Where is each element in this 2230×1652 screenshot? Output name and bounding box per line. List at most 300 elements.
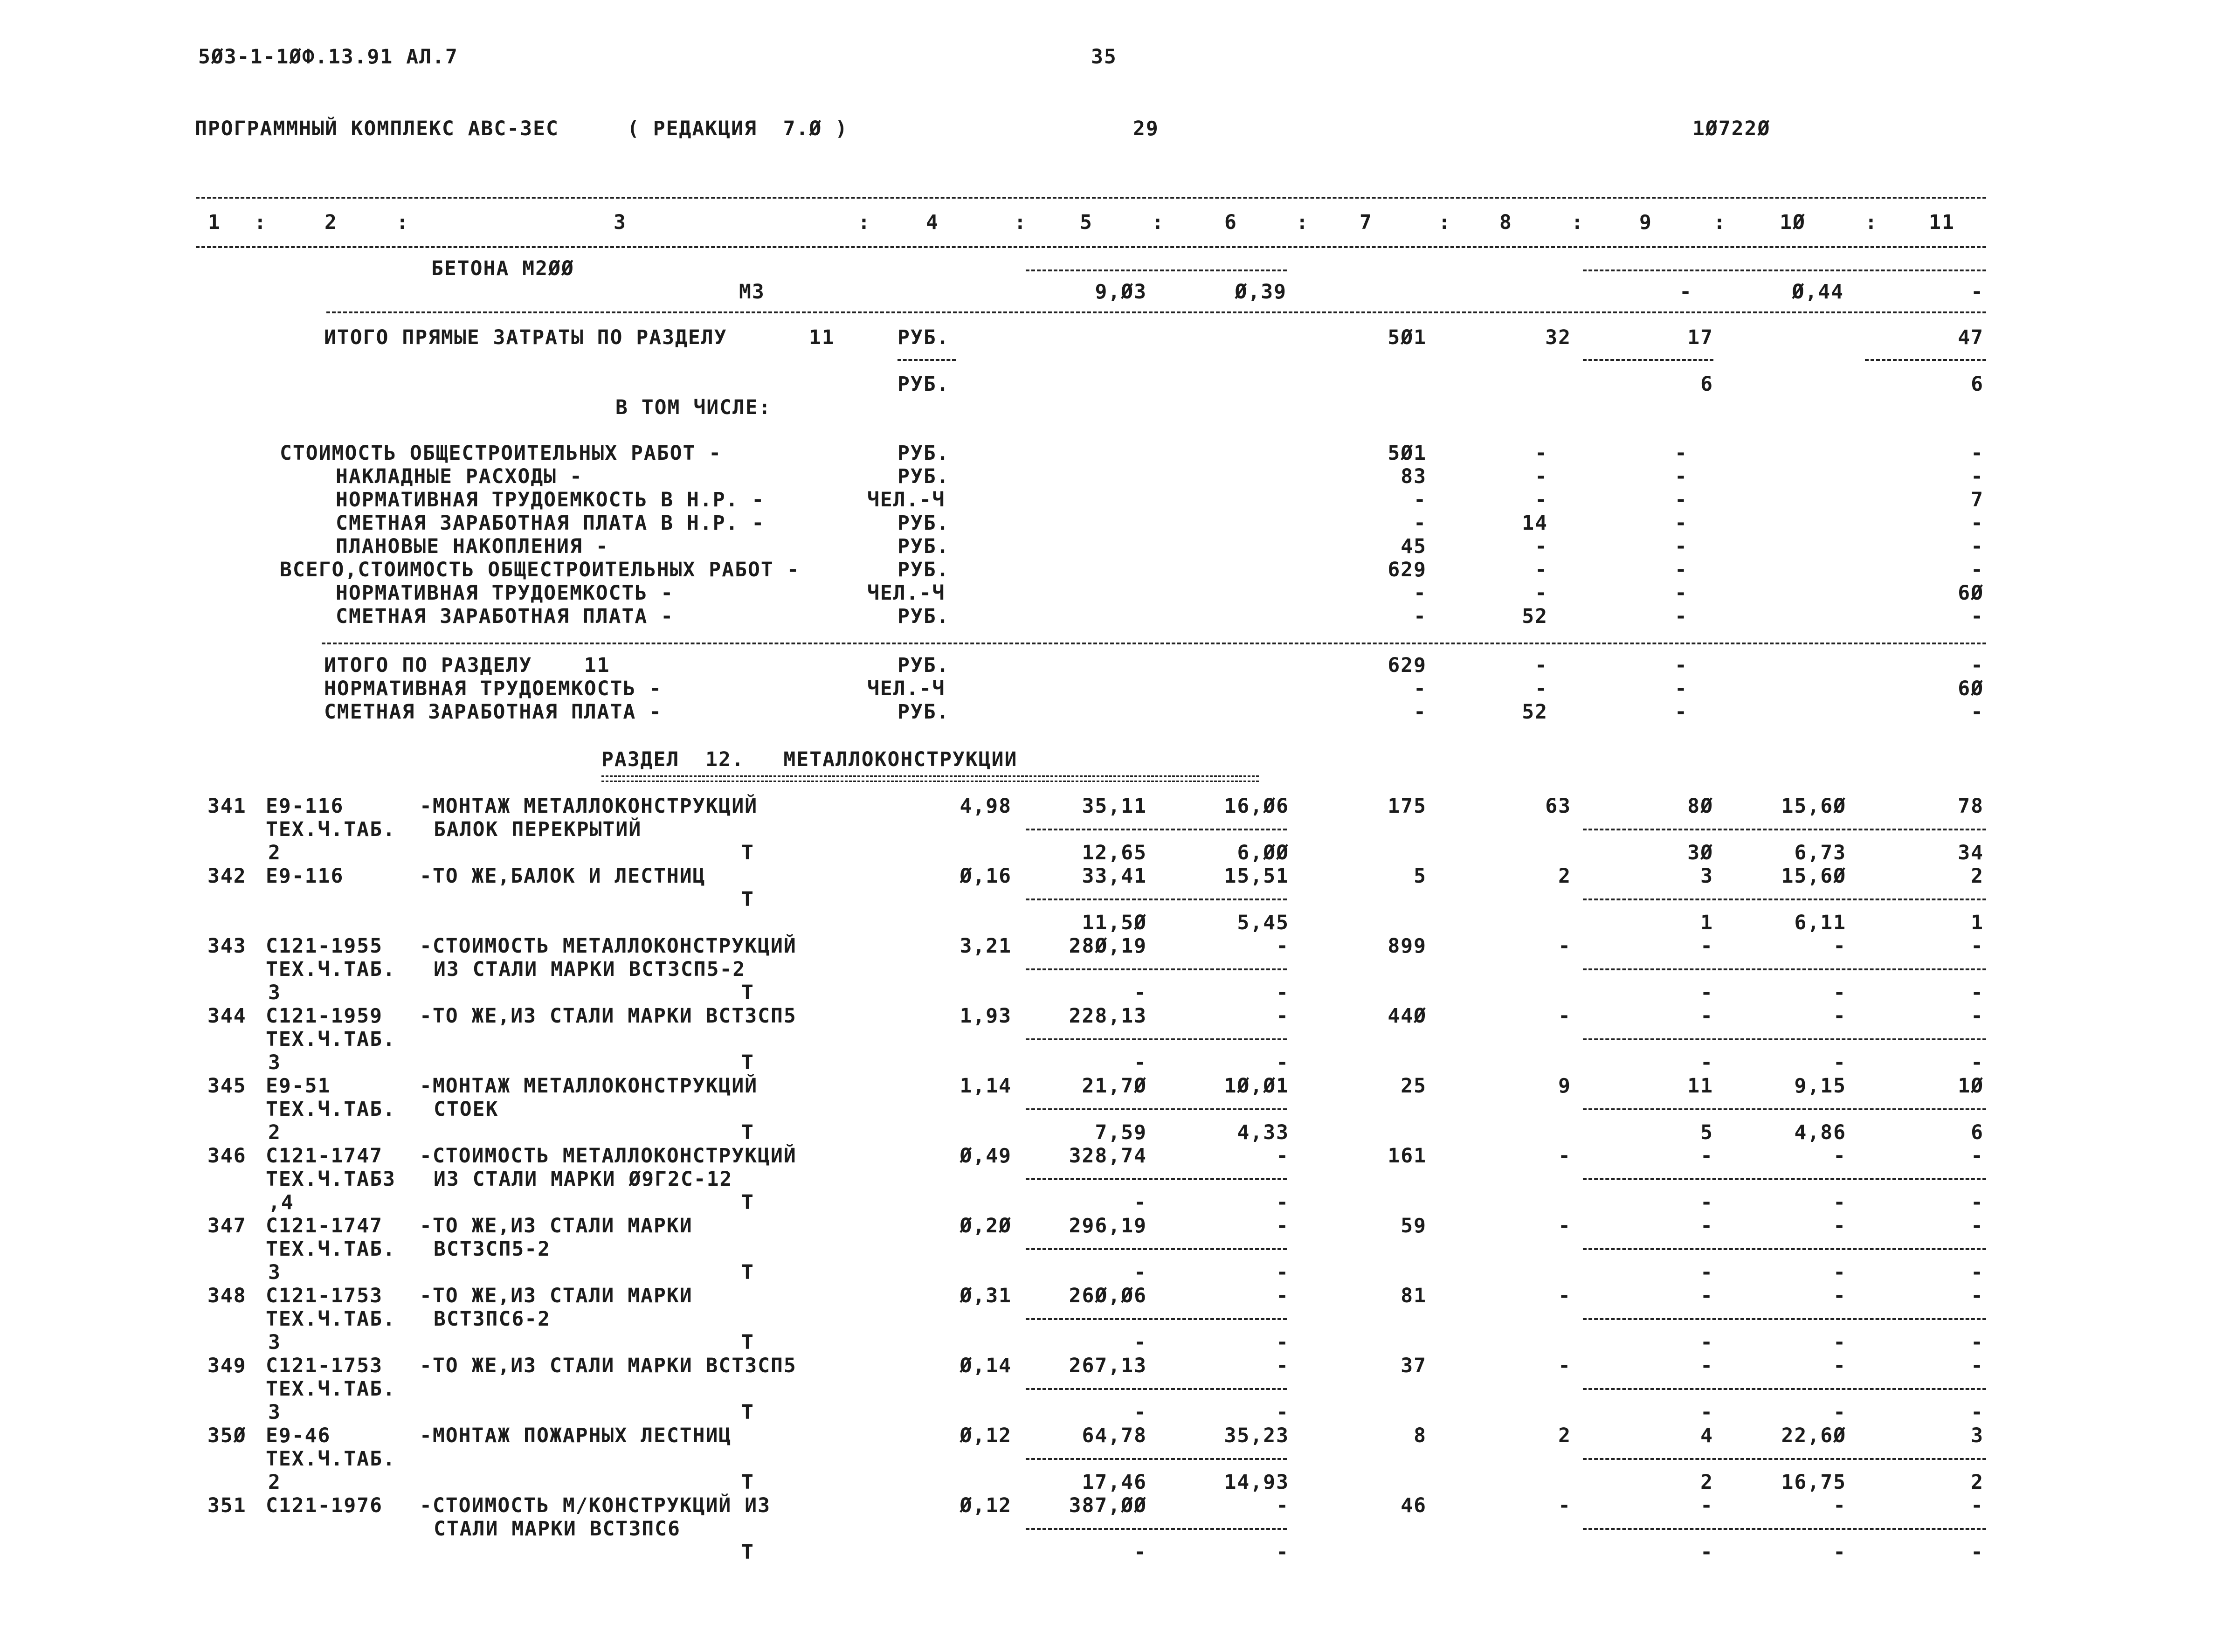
summary-v9: - <box>1675 581 1688 605</box>
concrete-unit: М3 <box>739 280 765 304</box>
item-total-wage: - <box>1558 1494 1571 1517</box>
item-total-cost: 25 <box>1401 1074 1427 1098</box>
concrete-v11: - <box>1971 280 1984 304</box>
item-total-wage: 2 <box>1558 1424 1571 1447</box>
item-code: Е9-116 <box>266 795 344 818</box>
item-v9: 3 <box>1700 864 1713 888</box>
summary-v7: 83 <box>1401 465 1427 488</box>
item-code: С121-1747 <box>266 1144 383 1168</box>
including-heading: В ТОМ ЧИСЛЕ: <box>615 396 772 419</box>
item-unit-wage: - <box>1276 1354 1289 1377</box>
item-total-cost: 44Ø <box>1388 1004 1427 1028</box>
item-v11: 3 <box>1971 1424 1984 1447</box>
item-reference-2: 2 <box>268 1121 281 1144</box>
item-v10: - <box>1833 1284 1846 1307</box>
column-separator: : <box>1296 211 1309 234</box>
item-unit-price: 26Ø,Ø6 <box>1069 1284 1147 1307</box>
rule <box>1026 1038 1287 1040</box>
item-sub-v10: - <box>1833 1191 1846 1214</box>
item-sub-v10: - <box>1833 1401 1846 1424</box>
item-v11: - <box>1971 1214 1984 1237</box>
summary-v9: - <box>1675 605 1688 628</box>
item-sub-price: - <box>1134 1331 1147 1354</box>
item-code: Е9-46 <box>266 1424 331 1447</box>
direct-costs-v9: 17 <box>1687 326 1713 349</box>
summary-label: ВСЕГО,СТОИМОСТЬ ОБЩЕСТРОИТЕЛЬНЫХ РАБОТ - <box>280 558 800 581</box>
item-sub-v9: - <box>1700 1401 1713 1424</box>
section-total-unit: РУБ. <box>898 654 950 677</box>
item-total-cost: 59 <box>1401 1214 1427 1237</box>
item-sub-price: - <box>1134 1191 1147 1214</box>
item-unit-wage: - <box>1276 934 1289 958</box>
item-sub-wage: 5,45 <box>1237 911 1289 934</box>
summary-v9: - <box>1675 535 1688 558</box>
item-unit-price: 33,41 <box>1082 864 1147 888</box>
rule <box>1583 270 1986 271</box>
summary-v11: - <box>1971 605 1984 628</box>
item-v10: - <box>1833 1214 1846 1237</box>
item-reference: ТЕХ.Ч.ТАБ. <box>266 1237 396 1261</box>
rule <box>1026 1528 1287 1530</box>
rule <box>1583 1458 1986 1460</box>
item-unit-price: 228,13 <box>1069 1004 1147 1028</box>
item-sub-v9: 5 <box>1700 1121 1713 1144</box>
item-description: -СТОИМОСТЬ МЕТАЛЛОКОНСТРУКЦИЙ <box>420 1144 797 1168</box>
summary-v11: - <box>1971 442 1984 465</box>
item-sub-wage: - <box>1276 1331 1289 1354</box>
item-number: 351 <box>207 1494 247 1517</box>
summary-unit: РУБ. <box>898 465 950 488</box>
item-code: С121-1753 <box>266 1284 383 1307</box>
item-sub-price: - <box>1134 1401 1147 1424</box>
item-total-wage: - <box>1558 1004 1571 1028</box>
section-total-unit: РУБ. <box>898 700 950 724</box>
item-sub-v9: - <box>1700 1191 1713 1214</box>
item-reference: ТЕХ.Ч.ТАБ. <box>266 1028 396 1051</box>
item-unit-price: 35,11 <box>1082 795 1147 818</box>
summary-v7: 5Ø1 <box>1388 442 1427 465</box>
column-number-4: 4 <box>926 211 939 234</box>
item-number: 343 <box>207 934 247 958</box>
item-total-wage: - <box>1558 1144 1571 1168</box>
item-v10: - <box>1833 1144 1846 1168</box>
page-number: 35 <box>1091 45 1117 69</box>
item-sub-v11: - <box>1971 981 1984 1004</box>
item-description-2: БАЛОК ПЕРЕКРЫТИЙ <box>434 818 642 841</box>
direct-costs-v11: 47 <box>1958 326 1984 349</box>
item-unit: Т <box>741 981 754 1004</box>
rule <box>898 359 956 361</box>
item-unit: Т <box>741 1401 754 1424</box>
section-total-v7: - <box>1414 677 1427 700</box>
item-sub-price: 17,46 <box>1082 1471 1147 1494</box>
item-description-2: ИЗ СТАЛИ МАРКИ ВСТ3СП5-2 <box>434 958 746 981</box>
item-code: Е9-51 <box>266 1074 331 1098</box>
concrete-wage: Ø,39 <box>1235 280 1287 304</box>
direct-costs-v11b: 6 <box>1971 373 1984 396</box>
summary-v8: - <box>1535 581 1548 605</box>
item-description-2: ИЗ СТАЛИ МАРКИ Ø9Г2С-12 <box>434 1168 733 1191</box>
rule <box>1583 1388 1986 1390</box>
item-description-2: СТАЛИ МАРКИ ВСТ3ПС6 <box>434 1517 681 1541</box>
item-v9: - <box>1700 1354 1713 1377</box>
item-unit: Т <box>741 841 754 864</box>
item-sub-v10: 16,75 <box>1781 1471 1846 1494</box>
item-quantity: Ø,2Ø <box>960 1214 1012 1237</box>
summary-v8: 14 <box>1522 511 1548 535</box>
item-v11: - <box>1971 1284 1984 1307</box>
column-separator: : <box>858 211 871 234</box>
item-v10: 15,6Ø <box>1781 795 1846 818</box>
item-sub-v10: 6,73 <box>1794 841 1846 864</box>
item-v11: - <box>1971 1004 1984 1028</box>
section-total-label: СМЕТНАЯ ЗАРАБОТНАЯ ПЛАТА - <box>324 700 663 724</box>
program-name: ПРОГРАММНЫЙ КОМПЛЕКС АВС-3ЕС <box>195 117 559 140</box>
column-separator: : <box>1438 211 1451 234</box>
summary-v9: - <box>1675 558 1688 581</box>
item-description: -СТОИМОСТЬ МЕТАЛЛОКОНСТРУКЦИЙ <box>420 934 797 958</box>
column-number-5: 5 <box>1080 211 1093 234</box>
item-unit-wage: 1Ø,Ø1 <box>1224 1074 1289 1098</box>
item-code: Е9-116 <box>266 864 344 888</box>
item-number: 35Ø <box>207 1424 247 1447</box>
rule <box>326 311 1986 313</box>
item-number: 344 <box>207 1004 247 1028</box>
concrete-label: БЕТОНА М2ØØ <box>431 257 574 280</box>
item-sub-v9: - <box>1700 1331 1713 1354</box>
item-reference-2: 3 <box>268 1051 281 1074</box>
column-header-top-rule <box>196 197 1986 199</box>
item-reference: ТЕХ.Ч.ТАБ. <box>266 1377 396 1401</box>
column-number-1: 1 <box>208 211 221 234</box>
item-sub-v9: 1 <box>1700 911 1713 934</box>
item-total-wage: 2 <box>1558 864 1571 888</box>
summary-v8: - <box>1535 535 1548 558</box>
summary-unit: ЧЕЛ.-Ч <box>867 581 946 605</box>
item-quantity: Ø,49 <box>960 1144 1012 1168</box>
rule <box>1026 1318 1287 1320</box>
item-v11: - <box>1971 934 1984 958</box>
column-separator: : <box>254 211 267 234</box>
section-total-v8: - <box>1535 654 1548 677</box>
item-description: -МОНТАЖ МЕТАЛЛОКОНСТРУКЦИЙ <box>420 795 758 818</box>
item-v11: - <box>1971 1144 1984 1168</box>
summary-unit: РУБ. <box>898 558 950 581</box>
section-total-label: НОРМАТИВНАЯ ТРУДОЕМКОСТЬ - <box>324 677 663 700</box>
item-unit-price: 267,13 <box>1069 1354 1147 1377</box>
direct-costs-v8: 32 <box>1545 326 1571 349</box>
item-unit-price: 64,78 <box>1082 1424 1147 1447</box>
summary-unit: РУБ. <box>898 535 950 558</box>
item-v9: - <box>1700 1214 1713 1237</box>
column-separator: : <box>1713 211 1726 234</box>
item-sub-wage: 4,33 <box>1237 1121 1289 1144</box>
item-unit-wage: - <box>1276 1144 1289 1168</box>
rule <box>1583 1178 1986 1180</box>
column-number-8: 8 <box>1499 211 1512 234</box>
item-sub-v11: - <box>1971 1541 1984 1564</box>
item-sub-v10: - <box>1833 1051 1846 1074</box>
item-v11: 78 <box>1958 795 1984 818</box>
summary-label: НАКЛАДНЫЕ РАСХОДЫ - <box>336 465 583 488</box>
item-description: -МОНТАЖ ПОЖАРНЫХ ЛЕСТНИЦ <box>420 1424 732 1447</box>
item-sub-price: 11,5Ø <box>1082 911 1147 934</box>
summary-v11: 6Ø <box>1958 581 1984 605</box>
rule <box>1026 1248 1287 1250</box>
column-number-3: 3 <box>614 211 627 234</box>
item-total-wage: - <box>1558 1284 1571 1307</box>
item-reference: ТЕХ.Ч.ТАБ. <box>266 1098 396 1121</box>
item-sub-price: 12,65 <box>1082 841 1147 864</box>
item-v10: 22,6Ø <box>1781 1424 1846 1447</box>
direct-costs-label: ИТОГО ПРЯМЫЕ ЗАТРАТЫ ПО РАЗДЕЛУ <box>324 326 727 349</box>
item-sub-price: - <box>1134 981 1147 1004</box>
column-separator: : <box>396 211 409 234</box>
item-sub-v10: - <box>1833 1331 1846 1354</box>
item-description-2: ВСТ3ПС6-2 <box>434 1307 551 1331</box>
item-sub-wage: - <box>1276 981 1289 1004</box>
item-unit: Т <box>741 1331 754 1354</box>
rule <box>1583 899 1986 900</box>
summary-v8: 52 <box>1522 605 1548 628</box>
item-sub-v11: - <box>1971 1261 1984 1284</box>
item-sub-v9: - <box>1700 981 1713 1004</box>
item-quantity: Ø,12 <box>960 1424 1012 1447</box>
summary-v7: - <box>1414 511 1427 535</box>
item-sub-v10: - <box>1833 981 1846 1004</box>
summary-v9: - <box>1675 488 1688 511</box>
rule <box>1583 829 1986 830</box>
item-unit-wage: - <box>1276 1284 1289 1307</box>
item-description: -СТОИМОСТЬ М/КОНСТРУКЦИЙ ИЗ <box>420 1494 771 1517</box>
column-number-6: 6 <box>1224 211 1237 234</box>
item-sub-price: - <box>1134 1051 1147 1074</box>
summary-v8: - <box>1535 488 1548 511</box>
item-total-wage: 9 <box>1558 1074 1571 1098</box>
rule <box>1026 270 1287 271</box>
item-code: С121-1747 <box>266 1214 383 1237</box>
item-v9: - <box>1700 1144 1713 1168</box>
item-sub-wage: 6,ØØ <box>1237 841 1289 864</box>
item-code: С121-1959 <box>266 1004 383 1028</box>
rule <box>1026 1108 1287 1110</box>
section-12-underline <box>601 775 1259 782</box>
item-reference-2: 2 <box>268 841 281 864</box>
item-v11: - <box>1971 1354 1984 1377</box>
item-v9: 11 <box>1687 1074 1713 1098</box>
section-total-unit: ЧЕЛ.-Ч <box>867 677 946 700</box>
rule <box>1026 829 1287 830</box>
item-number: 342 <box>207 864 247 888</box>
item-sub-v10: - <box>1833 1541 1846 1564</box>
item-number: 345 <box>207 1074 247 1098</box>
column-separator: : <box>1014 211 1027 234</box>
summary-v8: - <box>1535 442 1548 465</box>
direct-costs-v7: 5Ø1 <box>1388 326 1427 349</box>
item-reference: ТЕХ.Ч.ТАБ. <box>266 1307 396 1331</box>
summary-v7: 629 <box>1388 558 1427 581</box>
section-total-label: ИТОГО ПО РАЗДЕЛУ 11 <box>324 654 610 677</box>
item-sub-v11: - <box>1971 1051 1984 1074</box>
item-description-2: СТОЕК <box>434 1098 499 1121</box>
item-total-cost: 81 <box>1401 1284 1427 1307</box>
item-number: 346 <box>207 1144 247 1168</box>
section-total-v9: - <box>1675 700 1688 724</box>
column-number-9: 9 <box>1639 211 1652 234</box>
item-sub-v9: - <box>1700 1261 1713 1284</box>
item-sub-v11: 6 <box>1971 1121 1984 1144</box>
direct-costs-unit-2: РУБ. <box>898 373 950 396</box>
item-total-cost: 37 <box>1401 1354 1427 1377</box>
item-sub-price: - <box>1134 1261 1147 1284</box>
item-total-wage: - <box>1558 1214 1571 1237</box>
item-total-cost: 899 <box>1388 934 1427 958</box>
item-unit-price: 387,ØØ <box>1069 1494 1147 1517</box>
item-description: -ТО ЖЕ,ИЗ СТАЛИ МАРКИ ВСТ3СП5 <box>420 1004 797 1028</box>
sheet-number: 29 <box>1133 117 1159 140</box>
summary-v8: - <box>1535 465 1548 488</box>
item-unit-wage: - <box>1276 1494 1289 1517</box>
summary-v7: - <box>1414 581 1427 605</box>
program-edition: ( РЕДАКЦИЯ 7.Ø ) <box>627 117 849 140</box>
section-total-v7: - <box>1414 700 1427 724</box>
rule <box>1583 1108 1986 1110</box>
summary-unit: РУБ. <box>898 605 950 628</box>
summary-label: СТОИМОСТЬ ОБЩЕСТРОИТЕЛЬНЫХ РАБОТ - <box>280 442 722 465</box>
item-total-cost: 46 <box>1401 1494 1427 1517</box>
rule <box>1026 968 1287 970</box>
summary-v8: - <box>1535 558 1548 581</box>
rule <box>1865 359 1986 361</box>
item-reference-2: 3 <box>268 1401 281 1424</box>
item-sub-v10: 4,86 <box>1794 1121 1846 1144</box>
column-separator: : <box>1865 211 1878 234</box>
summary-label: НОРМАТИВНАЯ ТРУДОЕМКОСТЬ В Н.Р. - <box>336 488 765 511</box>
column-number-10: 1Ø <box>1780 211 1806 234</box>
column-number-2: 2 <box>324 211 338 234</box>
item-v10: 9,15 <box>1794 1074 1846 1098</box>
doc-reference: 5Ø3-1-1ØФ.13.91 АЛ.7 <box>198 45 458 69</box>
item-v9: - <box>1700 934 1713 958</box>
summary-unit: РУБ. <box>898 511 950 535</box>
item-reference-2: 3 <box>268 981 281 1004</box>
item-unit: Т <box>741 1471 754 1494</box>
item-quantity: 3,21 <box>960 934 1012 958</box>
item-sub-wage: - <box>1276 1261 1289 1284</box>
item-reference: ТЕХ.Ч.ТАБ3 <box>266 1168 396 1191</box>
direct-costs-v9b: 6 <box>1700 373 1713 396</box>
item-total-wage: - <box>1558 1354 1571 1377</box>
item-description: -ТО ЖЕ,ИЗ СТАЛИ МАРКИ ВСТ3СП5 <box>420 1354 797 1377</box>
item-unit-price: 28Ø,19 <box>1069 934 1147 958</box>
item-sub-v9: - <box>1700 1541 1713 1564</box>
concrete-price: 9,Ø3 <box>1095 280 1147 304</box>
item-description-2: ВСТ3СП5-2 <box>434 1237 551 1261</box>
item-quantity: Ø,16 <box>960 864 1012 888</box>
item-total-cost: 8 <box>1414 1424 1427 1447</box>
rule <box>1583 1528 1986 1530</box>
item-reference: ТЕХ.Ч.ТАБ. <box>266 818 396 841</box>
summary-unit: РУБ. <box>898 442 950 465</box>
summary-v11: - <box>1971 465 1984 488</box>
item-total-cost: 5 <box>1414 864 1427 888</box>
rule <box>1026 1458 1287 1460</box>
rule <box>1583 1318 1986 1320</box>
item-description: -ТО ЖЕ,ИЗ СТАЛИ МАРКИ <box>420 1284 693 1307</box>
summary-label: СМЕТНАЯ ЗАРАБОТНАЯ ПЛАТА - <box>336 605 674 628</box>
item-sub-v10: 6,11 <box>1794 911 1846 934</box>
item-unit: Т <box>741 888 754 911</box>
section-12-title: РАЗДЕЛ 12. МЕТАЛЛОКОНСТРУКЦИИ <box>601 748 1018 771</box>
item-unit-wage: - <box>1276 1214 1289 1237</box>
item-v10: - <box>1833 1004 1846 1028</box>
item-description: -ТО ЖЕ,ИЗ СТАЛИ МАРКИ <box>420 1214 693 1237</box>
rule <box>1583 968 1986 970</box>
item-quantity: Ø,31 <box>960 1284 1012 1307</box>
rule <box>322 643 1986 644</box>
rule <box>1026 1178 1287 1180</box>
item-unit-wage: - <box>1276 1004 1289 1028</box>
item-number: 341 <box>207 795 247 818</box>
item-number: 348 <box>207 1284 247 1307</box>
rule <box>1583 1248 1986 1250</box>
summary-label: СМЕТНАЯ ЗАРАБОТНАЯ ПЛАТА В Н.Р. - <box>336 511 765 535</box>
rule <box>1026 899 1287 900</box>
column-number-11: 11 <box>1929 211 1955 234</box>
item-unit-wage: 35,23 <box>1224 1424 1289 1447</box>
item-code: С121-1955 <box>266 934 383 958</box>
column-separator: : <box>1571 211 1584 234</box>
item-sub-wage: - <box>1276 1051 1289 1074</box>
item-v9: - <box>1700 1004 1713 1028</box>
item-reference: ТЕХ.Ч.ТАБ. <box>266 958 396 981</box>
item-sub-v9: 2 <box>1700 1471 1713 1494</box>
summary-v11: - <box>1971 558 1984 581</box>
summary-v9: - <box>1675 511 1688 535</box>
item-unit-price: 21,7Ø <box>1082 1074 1147 1098</box>
column-separator: : <box>1152 211 1165 234</box>
item-unit: Т <box>741 1051 754 1074</box>
item-quantity: Ø,12 <box>960 1494 1012 1517</box>
item-sub-v9: - <box>1700 1051 1713 1074</box>
section-total-v11: - <box>1971 654 1984 677</box>
direct-costs-section: 11 <box>809 326 835 349</box>
item-code: С121-1976 <box>266 1494 383 1517</box>
summary-label: НОРМАТИВНАЯ ТРУДОЕМКОСТЬ - <box>336 581 674 605</box>
item-reference-2: 3 <box>268 1331 281 1354</box>
item-quantity: 1,14 <box>960 1074 1012 1098</box>
summary-v11: - <box>1971 535 1984 558</box>
item-v11: - <box>1971 1494 1984 1517</box>
item-total-cost: 175 <box>1388 795 1427 818</box>
direct-costs-unit: РУБ. <box>898 326 950 349</box>
section-total-v9: - <box>1675 654 1688 677</box>
item-total-wage: 63 <box>1545 795 1571 818</box>
concrete-v9: - <box>1679 280 1692 304</box>
item-total-wage: - <box>1558 934 1571 958</box>
item-v11: 2 <box>1971 864 1984 888</box>
item-unit: Т <box>741 1121 754 1144</box>
item-unit-price: 328,74 <box>1069 1144 1147 1168</box>
item-v9: - <box>1700 1284 1713 1307</box>
section-total-v11: - <box>1971 700 1984 724</box>
item-sub-v10: - <box>1833 1261 1846 1284</box>
item-sub-price: 7,59 <box>1095 1121 1147 1144</box>
summary-label: ПЛАНОВЫЕ НАКОПЛЕНИЯ - <box>336 535 609 558</box>
item-unit: Т <box>741 1261 754 1284</box>
column-number-7: 7 <box>1360 211 1373 234</box>
column-header-bottom-rule <box>196 246 1986 248</box>
